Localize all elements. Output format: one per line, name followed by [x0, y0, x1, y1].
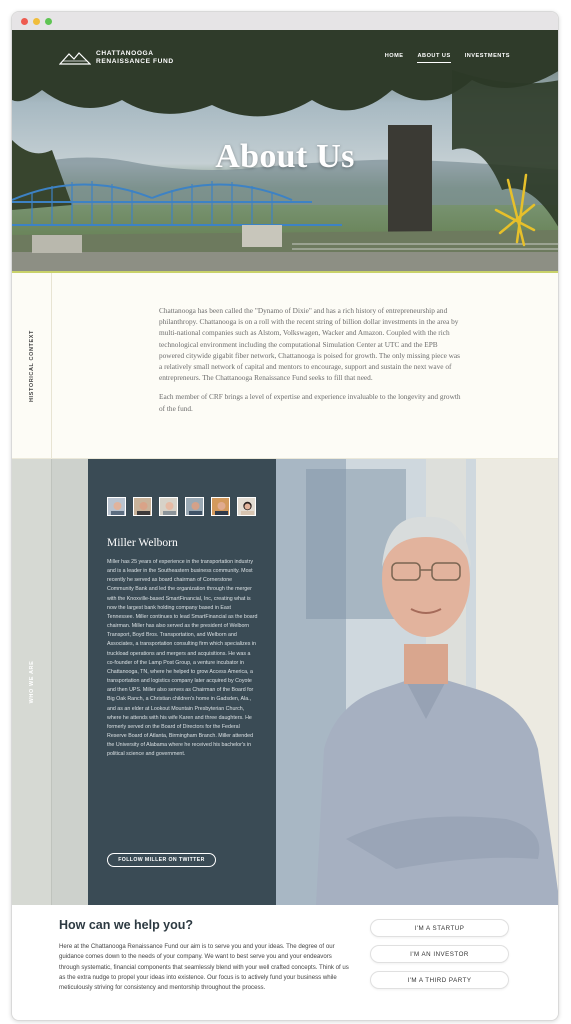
- avatar[interactable]: [237, 497, 256, 516]
- member-bio-text: Miller has 25 years of experience in the transportation industry and is a leader in the Southeastern business community. Most recently he served as board chairman of Cornerstone Community Bank and led the organization through the merger with the Knoxville-based SmartFinancial, Inc, creating what is now the largest bank holding company based in East Tennessee. Miller continues to lead SmartFinancial as the board chairman. Miller has also served as the president of Welborn Transport, Boyd Bros. Transportation, and Welborn and Associates, a transportation consulting firm which specializes in truckload operations and mergers and acquisitions. He was a co-founder of the Lamp Post Group, a venture incubator in Chattanooga, TN, where he helped to grow Access America, a transportation and logistics company later acquired by Coyote and then UPS. Miller also serves as Chairman of the Board for Big Oak Ranch, a Christian children's home in Gadsden, Ala., and as an elder at Lookout Mountain Presbyterian Church, where he attends with his wife Karen and three daughters. He formerly served on the Board of Directors for the Federal Reserve Board of Atlanta, Birmingham Branch. Miller attended the University of Alabama where he received his bachelor's in political science and government.: [107, 559, 258, 758]
- browser-window: [11, 11, 559, 1021]
- team-member-5-photo: [212, 498, 230, 516]
- mountain-logo-icon: [59, 51, 91, 65]
- team-member-4-photo: [186, 498, 204, 516]
- logo-line-1: CHATTANOOGA: [96, 50, 154, 57]
- help-title: How can we help you?: [59, 918, 194, 932]
- logo-line-2: RENAISSANCE FUND: [96, 57, 174, 65]
- startup-button[interactable]: I'M A STARTUP: [370, 919, 509, 937]
- history-paragraph-1: Chattanooga has been called the "Dynamo of Dixie" and has a rich history of entrepreneurship and philanthropy. Chattanooga is on a roll with the recent string of billion dollar investments in the area by multi-national companies such as Alstom, Volkswagen, Wacker and Amazon. Coupled with the rich technological environment including the computational Simulation Center at UTC and the EPB powered citywide gigabit fiber network, Chattanooga is poised for growth. The only missing piece was a relatively small network of capital and mentors to encourage, support and sustain the next wave of entrepreneurs. The Chattanooga Renaissance Fund seeks to fill that need.: [159, 306, 460, 383]
- logo-text: [96, 50, 174, 65]
- member-portrait-photo: [276, 459, 558, 905]
- hero-section: [12, 30, 558, 273]
- team-member-1-photo: [108, 498, 126, 516]
- team-side-rail: [12, 459, 52, 905]
- investor-button[interactable]: I'M AN INVESTOR: [370, 945, 509, 963]
- site-logo[interactable]: [59, 50, 174, 65]
- audience-buttons: [370, 919, 509, 989]
- historical-context-section: [12, 273, 558, 459]
- team-member-3-photo: [160, 498, 178, 516]
- page-title: About Us: [215, 138, 355, 175]
- help-text: Here at the Chattanooga Renaissance Fund our aim is to serve you and your ideas. The degree of our guidance comes down to the needs of your company. We want to best serve you and your endeavors through systematic, financial components that seamlessly blend with your well crafted concepts. Think of us as the extra nudge to propel your ideas into existence. Our focus is to actively fund your business while meticulously striving for consistency and mentorship throughout the process.: [59, 943, 349, 992]
- history-text: [159, 305, 461, 414]
- avatar[interactable]: [107, 497, 126, 516]
- avatar[interactable]: [185, 497, 204, 516]
- team-rail-band: [52, 459, 88, 905]
- section-side-rail: [12, 273, 52, 458]
- maximize-window-button[interactable]: [45, 18, 52, 25]
- avatar[interactable]: [133, 497, 152, 516]
- nav-home[interactable]: HOME: [384, 52, 404, 59]
- follow-on-twitter-button[interactable]: FOLLOW MILLER ON TWITTER: [107, 853, 216, 867]
- third-party-button[interactable]: I'M A THIRD PARTY: [370, 971, 509, 989]
- avatar[interactable]: [211, 497, 230, 516]
- history-paragraph-2: Each member of CRF brings a level of expertise and experience invaluable to the longevity and growth of the fund.: [159, 392, 461, 413]
- minimize-window-button[interactable]: [33, 18, 40, 25]
- help-section: [12, 905, 558, 1021]
- nav-about-us[interactable]: ABOUT US: [417, 53, 450, 63]
- window-titlebar: [12, 12, 558, 30]
- historical-context-label: HISTORICAL CONTEXT: [29, 329, 35, 402]
- close-window-button[interactable]: [21, 18, 28, 25]
- member-name: Miller Welborn: [107, 537, 178, 549]
- member-bio-panel: [88, 459, 276, 905]
- team-member-2-photo: [134, 498, 152, 516]
- avatar[interactable]: [159, 497, 178, 516]
- nav-investments[interactable]: INVESTMENTS: [464, 52, 510, 59]
- who-we-are-label: WHO WE ARE: [29, 660, 35, 704]
- nav-links: [385, 53, 510, 63]
- team-member-6-photo: [238, 498, 256, 516]
- who-we-are-section: [12, 459, 558, 905]
- top-navigation: [12, 30, 558, 85]
- team-avatars: [107, 497, 256, 516]
